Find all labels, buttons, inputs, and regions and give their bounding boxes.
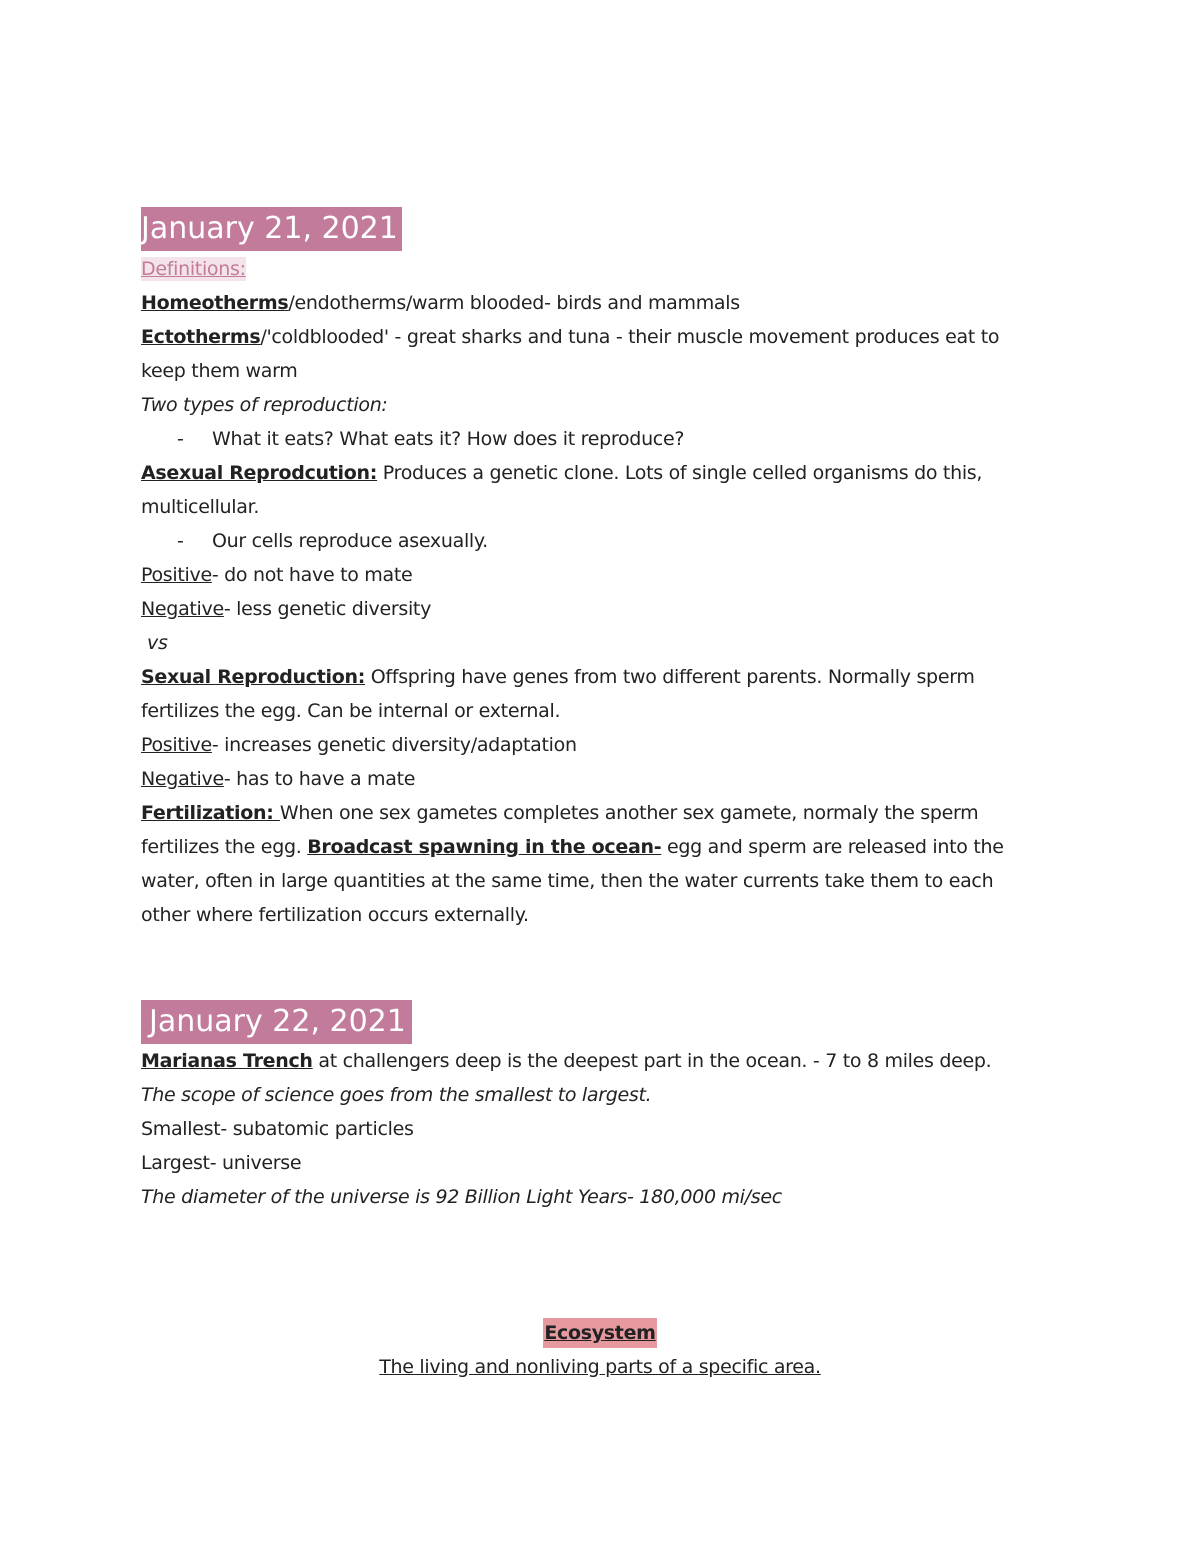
fertilization-continuation: water, often in large quantities at the same time, then the water currents take them to each	[141, 870, 994, 892]
asexual-term: Asexual Reprodcution:	[141, 462, 378, 484]
diameter-line: The diameter of the universe is 92 Billion Light Years- 180,000 mi/sec	[141, 1186, 782, 1208]
bullet-text: Our cells reproduce asexually.	[212, 530, 488, 552]
marianas-term: Marianas Trench	[141, 1050, 313, 1072]
asexual-line	[141, 456, 1041, 490]
bullet-dash: -	[177, 530, 184, 552]
negative-label: Negative	[141, 768, 224, 790]
broadcast-spawning-text: egg and sperm are released into the	[661, 836, 1004, 858]
sexual-term: Sexual Reproduction:	[141, 666, 366, 688]
asexual-continuation: multicellular.	[141, 496, 260, 518]
fertilization-term: Fertilization:	[141, 802, 280, 824]
ectotherms-term: Ectotherms	[141, 326, 261, 348]
positive-label: Positive	[141, 564, 212, 586]
positive-text: - do not have to mate	[211, 564, 413, 586]
asexual-positive-line	[141, 558, 1041, 592]
homeotherms-text: /endotherms/warm blooded- birds and mammals	[288, 292, 740, 314]
fertilization-continuation	[141, 830, 1041, 864]
sexual-positive-line	[141, 728, 1041, 762]
ectotherms-continuation: keep them warm	[141, 360, 298, 382]
sexual-text: Offspring have genes from two different parents. Normally sperm	[365, 666, 975, 688]
scope-line: The scope of science goes from the smallest to largest.	[141, 1084, 652, 1106]
positive-text: - increases genetic diversity/adaptation	[211, 734, 577, 756]
fertilization-text: When one sex gametes completes another sex gamete, normaly the sperm	[279, 802, 979, 824]
smallest-line: Smallest- subatomic particles	[141, 1118, 414, 1140]
homeotherms-line	[141, 286, 1041, 320]
sexual-line	[141, 660, 1041, 694]
negative-text: - has to have a mate	[223, 768, 416, 790]
date-heading-jan-22: January 22, 2021	[141, 1000, 412, 1044]
fertilization-text: fertilizes the egg.	[141, 836, 308, 858]
negative-text: - less genetic diversity	[223, 598, 432, 620]
ecosystem-title: Ecosystem	[543, 1318, 656, 1348]
ectotherms-line	[141, 320, 1041, 354]
asexual-text: Produces a genetic clone. Lots of single celled organisms do this,	[377, 462, 983, 484]
two-types-heading: Two types of reproduction:	[141, 394, 388, 416]
definitions-label: Definitions:	[141, 258, 246, 280]
date-heading-jan-21: January 21, 2021	[141, 207, 402, 251]
ecosystem-definition: The living and nonliving parts of a specific area.	[379, 1356, 821, 1378]
bullet-item	[141, 524, 1041, 558]
negative-label: Negative	[141, 598, 224, 620]
homeotherms-term: Homeotherms	[141, 292, 289, 314]
sexual-negative-line	[141, 762, 1041, 796]
notes-page	[141, 207, 1041, 1214]
asexual-negative-line	[141, 592, 1041, 626]
sexual-continuation: fertilizes the egg. Can be internal or external.	[141, 700, 561, 722]
vs-label: vs	[147, 632, 168, 654]
largest-line: Largest- universe	[141, 1152, 302, 1174]
marianas-text: at challengers deep is the deepest part in the ocean. - 7 to 8 miles deep.	[312, 1050, 992, 1072]
broadcast-spawning-term: Broadcast spawning in the ocean-	[307, 836, 662, 858]
positive-label: Positive	[141, 734, 212, 756]
fertilization-line	[141, 796, 1041, 830]
ectotherms-text: /'coldblooded' - great sharks and tuna - their muscle movement produces eat to	[260, 326, 1000, 348]
fertilization-continuation: other where fertilization occurs externally.	[141, 904, 529, 926]
bullet-text: What it eats? What eats it? How does it reproduce?	[212, 428, 685, 450]
ecosystem-section	[0, 1316, 1200, 1384]
bullet-dash: -	[177, 428, 184, 450]
marianas-line	[141, 1044, 1041, 1078]
bullet-item	[141, 422, 1041, 456]
